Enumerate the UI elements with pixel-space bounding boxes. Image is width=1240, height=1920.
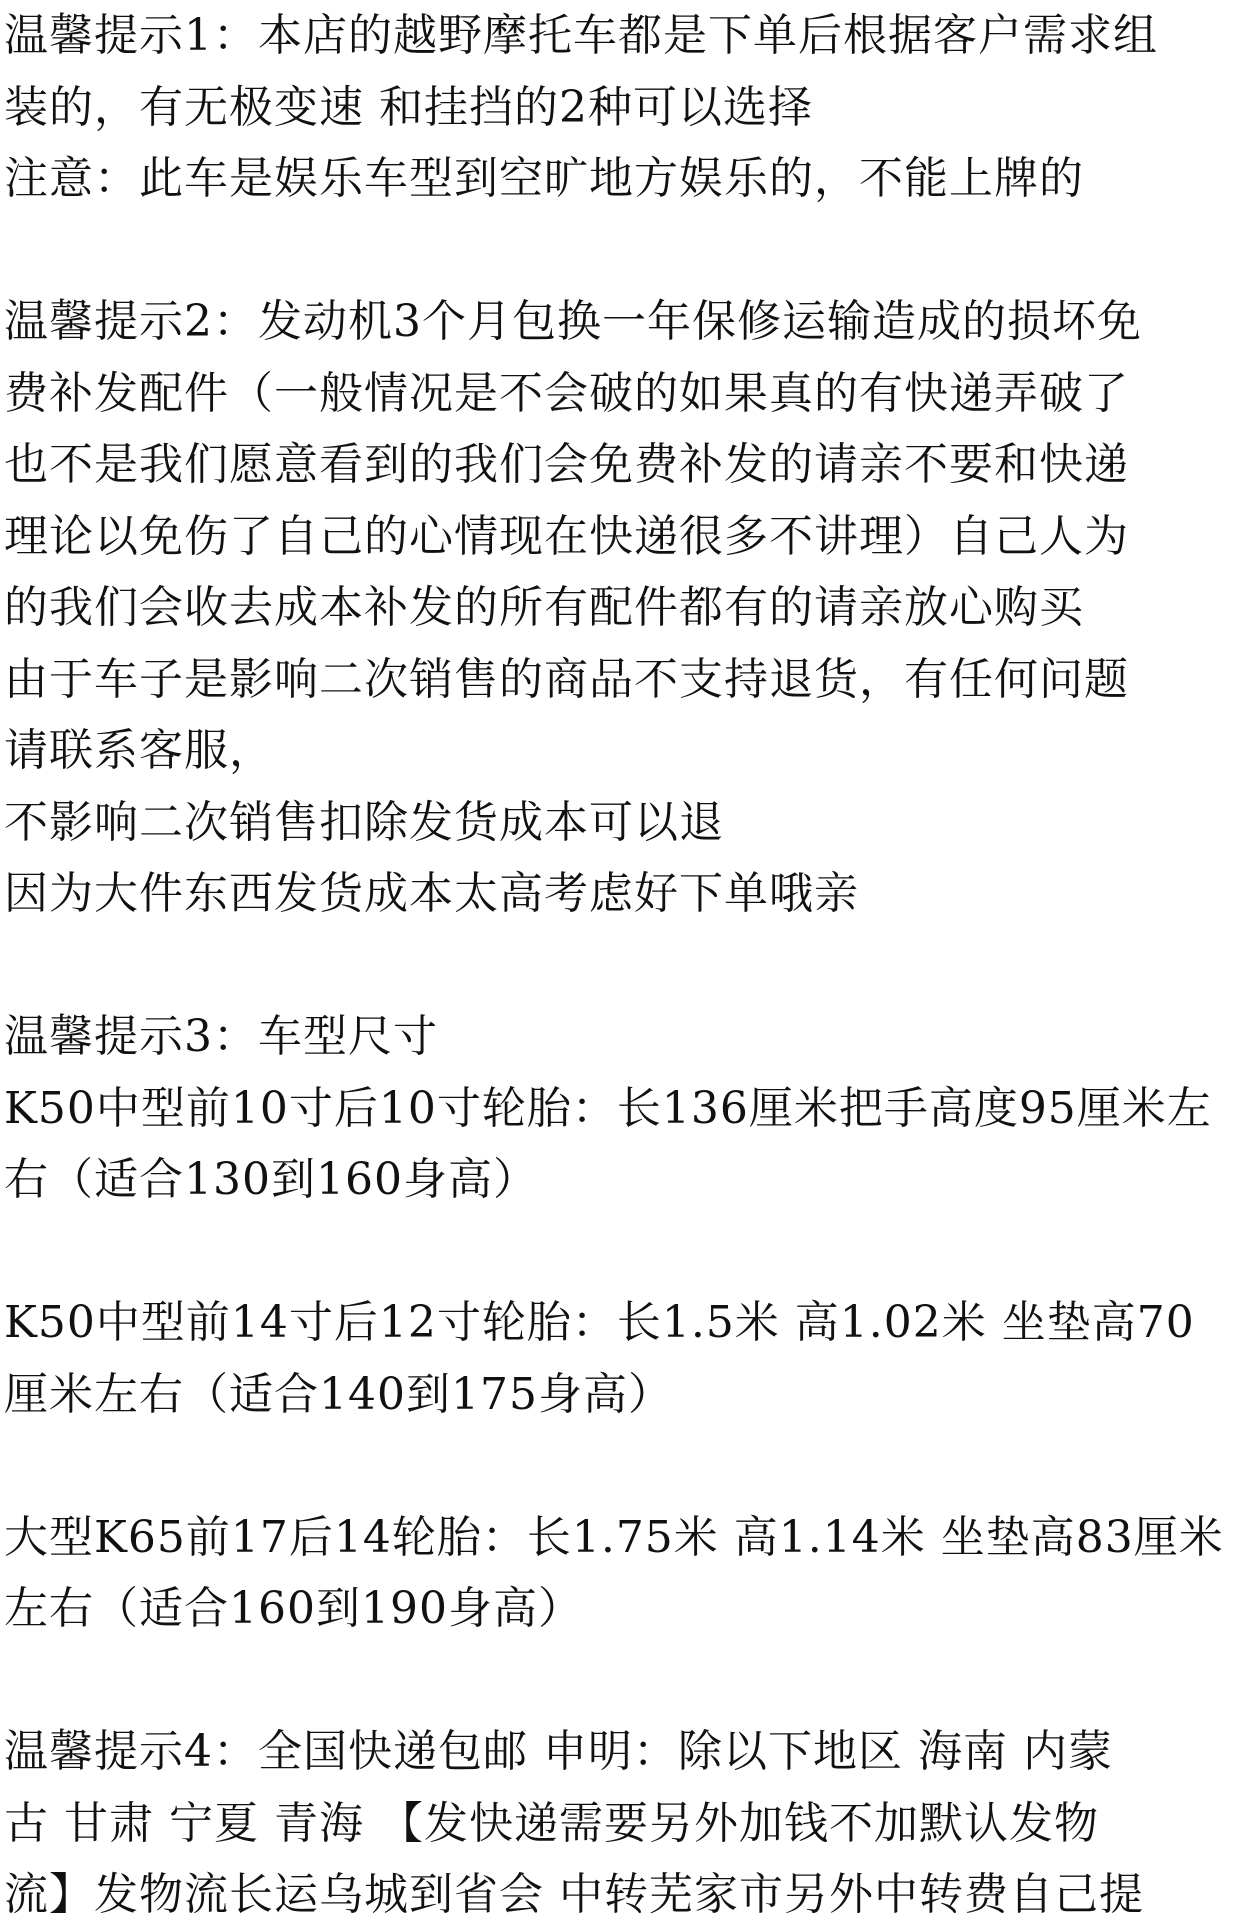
text-line: 请联系客服，	[4, 725, 274, 776]
text-line: 温馨提示2：发动机3个月包换一年保修运输造成的损坏免	[4, 296, 1142, 347]
text-line: 温馨提示3：车型尺寸	[4, 1011, 438, 1062]
text-line: 温馨提示4：全国快递包邮 申明：除以下地区 海南 内蒙	[4, 1726, 1113, 1777]
text-line: K50中型前10寸后10寸轮胎：长136厘米把手高度95厘米左	[4, 1082, 1212, 1134]
notice-section-3	[0, 1001, 1232, 1216]
paragraph-gap	[0, 930, 1232, 1002]
notice-section-2	[0, 286, 1232, 930]
text-line: 由于车子是影响二次销售的商品不支持退货，有任何问题	[4, 653, 1129, 705]
text-line: 因为大件东西发货成本太高考虑好下单哦亲	[4, 868, 859, 919]
text-line: 流】发物流长运乌城到省会 中转芜家市另外中转费自己提	[4, 1869, 1144, 1920]
paragraph-gap	[0, 215, 1232, 287]
notice-section-4	[0, 1716, 1232, 1920]
text-line: 不影响二次销售扣除发货成本可以退	[4, 796, 724, 848]
paragraph-gap	[0, 1430, 1232, 1502]
paragraph-gap	[0, 1645, 1232, 1717]
text-line: 装的，有无极变速 和挂挡的2种可以选择	[4, 81, 813, 133]
text-line: 的我们会收去成本补发的所有配件都有的请亲放心购买	[4, 582, 1084, 633]
text-line: 右（适合130到160身高）	[4, 1154, 538, 1205]
text-line: 古 甘肃 宁夏 青海 【发快递需要另外加钱不加默认发物	[4, 1797, 1099, 1849]
text-line: 也不是我们愿意看到的我们会免费补发的请亲不要和快递	[4, 439, 1129, 490]
paragraph-gap	[0, 1216, 1232, 1288]
text-line: 温馨提示1：本店的越野摩托车都是下单后根据客户需求组	[4, 10, 1158, 61]
size-spec-k50-large-wheel	[0, 1287, 1232, 1430]
text-line: 厘米左右（适合140到175身高）	[4, 1368, 673, 1420]
text-line: 费补发配件（一般情况是不会破的如果真的有快递弄破了	[4, 367, 1129, 419]
text-line: 左右（适合160到190身高）	[4, 1583, 583, 1634]
notice-section-1	[0, 0, 1232, 215]
text-line: 理论以免伤了自己的心情现在快递很多不讲理）自己人为	[4, 510, 1129, 562]
text-line: 注意：此车是娱乐车型到空旷地方娱乐的，不能上牌的	[4, 153, 1084, 204]
text-line: 大型K65前17后14轮胎：长1.75米 高1.14米 坐垫高83厘米	[4, 1511, 1224, 1563]
size-spec-k65	[0, 1502, 1232, 1645]
text-line: K50中型前14寸后12寸轮胎：长1.5米 高1.02米 坐垫高70	[4, 1297, 1195, 1348]
